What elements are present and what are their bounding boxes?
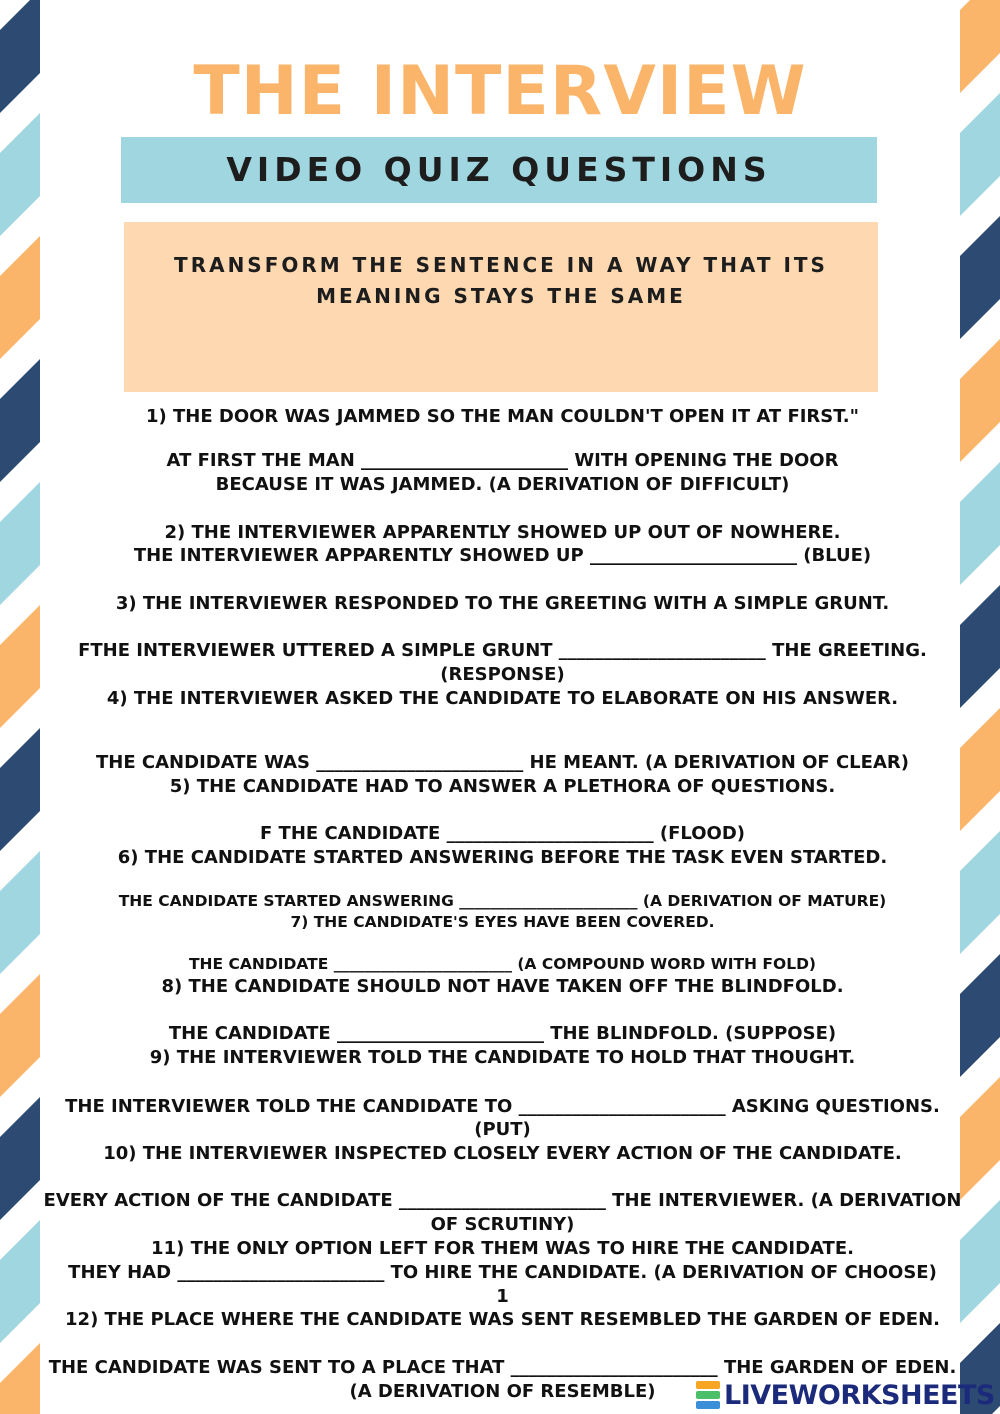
question-task: AT FIRST THE MAN _______________________ WITH OPENING THE DOOR xyxy=(166,450,839,471)
question-task: FTHE INTERVIEWER UTTERED A SIMPLE GRUNT _______________________ THE GREETING. xyxy=(78,640,927,661)
instruction-text xyxy=(144,250,858,312)
question-task: F THE CANDIDATE _______________________ (FLOOD) xyxy=(259,823,745,844)
subtitle-banner xyxy=(121,137,877,203)
question-task: THE INTERVIEWER APPARENTLY SHOWED UP _______________________ (BLUE) xyxy=(133,545,872,566)
worksheet-subtitle: VIDEO QUIZ QUESTIONS xyxy=(226,150,772,189)
question-task: (A DERIVATION OF RESEMBLE) xyxy=(349,1381,656,1402)
question-sentence: 3) THE INTERVIEWER RESPONDED TO THE GREETING WITH A SIMPLE GRUNT. xyxy=(115,593,890,614)
question-sentence: 6) THE CANDIDATE STARTED ANSWERING BEFORE THE TASK EVEN STARTED. xyxy=(117,847,888,868)
question-sentence: 4) THE INTERVIEWER ASKED THE CANDIDATE TO ELABORATE ON HIS ANSWER. xyxy=(106,688,899,709)
question-sentence: 2) THE INTERVIEWER APPARENTLY SHOWED UP OUT OF NOWHERE. xyxy=(164,522,841,543)
question-sentence: 12) THE PLACE WHERE THE CANDIDATE WAS SENT RESEMBLED THE GARDEN OF EDEN. xyxy=(65,1309,940,1330)
instruction-line-2: MEANING STAYS THE SAME xyxy=(316,284,686,308)
question-task: THE CANDIDATE WAS _______________________ HE MEANT. (A DERIVATION OF CLEAR) xyxy=(96,752,909,773)
question-sentence: 1) THE DOOR WAS JAMMED SO THE MAN COULDN'T OPEN IT AT FIRST." xyxy=(145,406,860,427)
question-sentence: 7) THE CANDIDATE'S EYES HAVE BEEN COVERED. xyxy=(290,913,715,931)
question-task: (PUT) xyxy=(474,1119,531,1140)
instruction-line-1: TRANSFORM THE SENTENCE IN A WAY THAT ITS xyxy=(174,253,828,277)
question-task: EVERY ACTION OF THE CANDIDATE _______________________ THE INTERVIEWER. (A DERIVATION xyxy=(43,1190,962,1211)
question-task: THE INTERVIEWER TOLD THE CANDIDATE TO _______________________ ASKING QUESTIONS. xyxy=(65,1096,940,1117)
question-task: THEY HAD _______________________ TO HIRE THE CANDIDATE. (A DERIVATION OF CHOOSE) xyxy=(68,1262,937,1283)
left-striped-border xyxy=(0,0,40,1414)
instruction-box xyxy=(124,222,878,392)
question-sentence: 5) THE CANDIDATE HAD TO ANSWER A PLETHORA OF QUESTIONS. xyxy=(169,776,836,797)
question-sentence: 9) THE INTERVIEWER TOLD THE CANDIDATE TO HOLD THAT THOUGHT. xyxy=(149,1047,856,1068)
question-task: THE CANDIDATE _______________________ (A COMPOUND WORD WITH FOLD) xyxy=(188,955,817,973)
liveworksheets-brand xyxy=(696,1378,995,1412)
question-sentence: 10) THE INTERVIEWER INSPECTED CLOSELY EVERY ACTION OF THE CANDIDATE. xyxy=(103,1143,902,1164)
question-task: THE CANDIDATE _______________________ THE BLINDFOLD. (SUPPOSE) xyxy=(168,1023,837,1044)
question-task: OF SCRUTINY) xyxy=(430,1214,575,1235)
question-task: THE CANDIDATE WAS SENT TO A PLACE THAT _______________________ THE GARDEN OF EDEN. xyxy=(48,1357,957,1378)
question-sentence: 8) THE CANDIDATE SHOULD NOT HAVE TAKEN OFF THE BLINDFOLD. xyxy=(161,976,844,997)
question-sentence: 11) THE ONLY OPTION LEFT FOR THEM WAS TO HIRE THE CANDIDATE. xyxy=(151,1238,854,1259)
worksheet-title: THE INTERVIEW xyxy=(193,52,807,131)
right-striped-border xyxy=(960,0,1000,1414)
question-task: 1 xyxy=(496,1286,509,1307)
question-task: BECAUSE IT WAS JAMMED. (A DERIVATION OF DIFFICULT) xyxy=(215,474,790,495)
brand-text: LIVEWORKSHEETS xyxy=(724,1379,995,1411)
question-task: THE CANDIDATE STARTED ANSWERING _______________________ (A DERIVATION OF MATURE) xyxy=(118,892,887,910)
liveworksheets-logo-icon xyxy=(696,1380,720,1410)
question-task: (RESPONSE) xyxy=(440,664,565,685)
